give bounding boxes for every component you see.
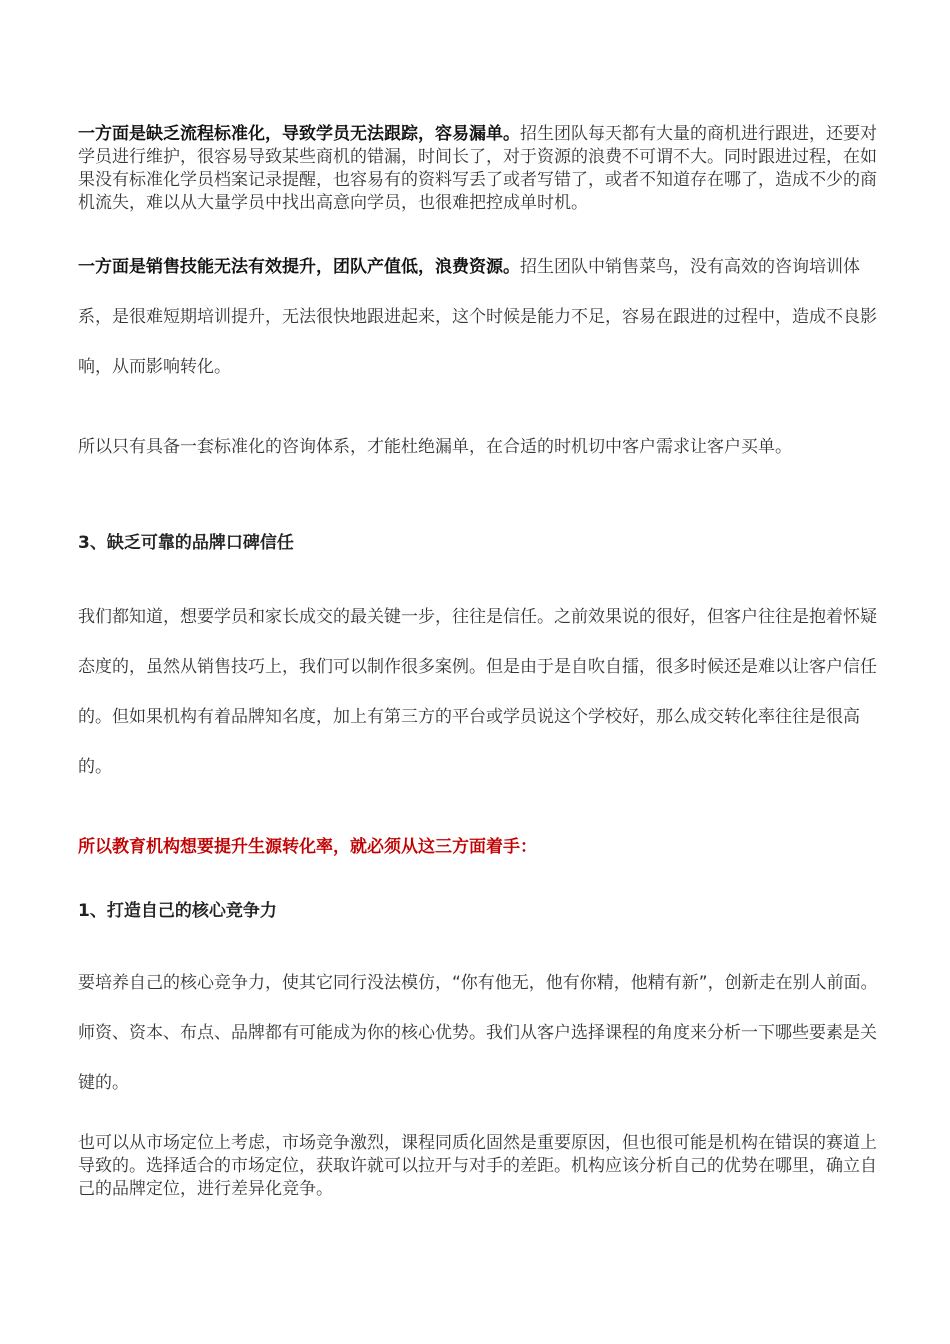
paragraph-core-competitiveness: 要培养自己的核心竞争力，使其它同行没法模仿，“你有他无，他有你精，他精有新”，创新走在别人前面。师资、资本、布点、品牌都有可能成为你的核心优势。我们从客户选择课程的角度来分析一下哪些要素是关键的。 <box>78 973 878 1093</box>
paragraph-market-positioning: 也可以从市场定位上考虑，市场竞争激烈，课程同质化固然是重要原因，但也很可能是机构在错误的赛道上导致的。选择适合的市场定位，获取许就可以拉开与对手的差距。机构应该分析自己的优势在哪里，确立自己的品牌定位，进行差异化竞争。 <box>78 1133 877 1199</box>
paragraph-lead-bold: 一方面是缺乏流程标准化，导致学员无法跟踪，容易漏单。 <box>78 124 520 144</box>
section-heading-brand-trust: 3、缺乏可靠的品牌口碑信任 <box>78 533 294 553</box>
paragraph-body: 招生团队中销售菜鸟，没有高效的咨询培训体系，是很难短期培训提升，无法很快地跟进起来，这个时候是能力不足，容易在跟进的过程中，造成不良影响，从而影响转化。 <box>78 257 877 377</box>
paragraph-trust: 我们都知道，想要学员和家长成交的最关键一步，往往是信任。之前效果说的很好，但客户往往是抱着怀疑态度的，虽然从销售技巧上，我们可以制作很多案例。但是由于是自吹自擂，很多时候还是难以让客户信任的。但如果机构有着品牌知名度，加上有第三方的平台或学员说这个学校好，那么成交转化率往往是很高的。 <box>78 607 877 777</box>
paragraph-body: 招生团队每天都有大量的商机进行跟进，还要对学员进行维护，很容易导致某些商机的错漏，时间长了，对于资源的浪费不可谓不大。同时跟进过程，在如果没有标准化学员档案记录提醒，也容易有的资料写丢了或者写错了，或者不知道存在哪了，造成不少的商机流失，难以从大量学员中找出高意向学员，也很难把控成单时机。 <box>78 124 877 213</box>
paragraph-sales-skills <box>78 242 890 392</box>
paragraph-lead-bold: 一方面是销售技能无法有效提升，团队产值低，浪费资源。 <box>78 257 520 277</box>
section-heading-core-competitiveness: 1、打造自己的核心竞争力 <box>78 901 277 921</box>
red-heading-three-aspects: 所以教育机构想要提升生源转化率，就必须从这三方面着手： <box>78 837 537 857</box>
paragraph-consulting-system: 所以只有具备一套标准化的咨询体系，才能杜绝漏单，在合适的时机切中客户需求让客户买单。 <box>78 437 792 457</box>
paragraph-process-standardization <box>78 123 890 215</box>
